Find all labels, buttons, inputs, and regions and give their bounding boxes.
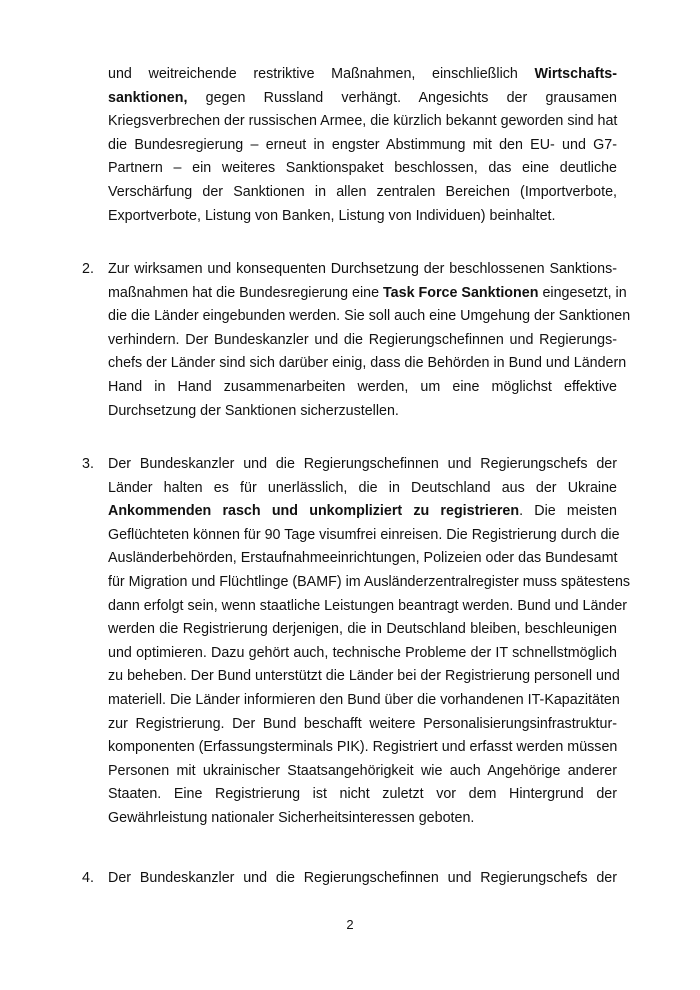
text-line: für Migration und Flüchtlinge (BAMF) im Ausländerzentralregister muss spätestens: [108, 573, 631, 590]
text-line: zu beheben. Der Bund unterstützt die Länder bei der Registrierung personell und: [108, 668, 620, 685]
text-line: und weitreichende restriktive Maßnahmen, einschließlich Wirtschafts-: [108, 66, 617, 82]
text-line: Hand in Hand zusammenarbeiten werden, um eine möglichst effektive: [108, 378, 617, 395]
paragraph-4: [108, 867, 617, 891]
paragraph-3: [108, 453, 631, 831]
list-number-4: 4.: [82, 870, 94, 886]
text-line: Exportverbote, Listung von Banken, Listung von Individuen) beinhaltet.: [108, 207, 556, 224]
text-line: sanktionen, gegen Russland verhängt. Angesichts der grausamen: [108, 89, 617, 106]
list-number-3: 3.: [82, 456, 94, 472]
text-line: komponenten (Erfassungsterminals PIK). Registriert und erfasst werden müssen: [108, 739, 618, 756]
text-line: Der Bundeskanzler und die Regierungschefinnen und Regierungschefs der: [108, 870, 617, 886]
text-line: Ausländerbehörden, Erstaufnahmeeinrichtungen, Polizeien oder das Bundesamt: [108, 550, 618, 567]
text-line: Personen mit ukrainischer Staatsangehörigkeit wie auch Angehörige anderer: [108, 762, 617, 779]
paragraph-2: [108, 258, 631, 423]
text-line: Partnern – ein weiteres Sanktionspaket beschlossen, das eine deutliche: [108, 160, 617, 177]
page-number: 2: [346, 917, 354, 932]
text-line: Ankommenden rasch und unkompliziert zu registrieren. Die meisten: [108, 503, 617, 520]
text-line: werden die Registrierung derjenigen, die in Deutschland bleiben, beschleunigen: [108, 621, 617, 638]
text-line: die die Länder eingebunden werden. Sie soll auch eine Umgehung der Sanktionen: [108, 308, 631, 325]
text-line: Länder halten es für unerlässlich, die in Deutschland aus der Ukraine: [108, 479, 617, 496]
text-line: maßnahmen hat die Bundesregierung eine Task Force Sanktionen eingesetzt, in: [108, 284, 627, 301]
text-line: Durchsetzung der Sanktionen sicherzustellen.: [108, 402, 399, 419]
text-line: Gewährleistung nationaler Sicherheitsinteressen geboten.: [108, 809, 475, 826]
text-line: verhindern. Der Bundeskanzler und die Regierungschefinnen und Regierungs-: [108, 331, 617, 348]
text-line: chefs der Länder sind sich darüber einig, dass die Behörden in Bund und Ländern: [108, 355, 627, 372]
text-line: materiell. Die Länder informieren den Bund über die vorhandenen IT-Kapazitäten: [108, 691, 620, 708]
text-line: Der Bundeskanzler und die Regierungschefinnen und Regierungschefs der: [108, 456, 617, 472]
paragraph-1: [108, 63, 617, 228]
list-number-2: 2.: [82, 261, 94, 277]
text-line: Verschärfung der Sanktionen in allen zentralen Bereichen (Importverbote,: [108, 183, 617, 200]
text-line: Zur wirksamen und konsequenten Durchsetzung der beschlossenen Sanktions-: [108, 261, 617, 277]
text-line: Kriegsverbrechen der russischen Armee, die kürzlich bekannt geworden sind hat: [108, 113, 618, 130]
text-line: zur Registrierung. Der Bund beschafft weitere Personalisierungsinfrastruktur-: [108, 715, 617, 732]
text-line: dann erfolgt sein, wenn staatliche Leistungen beantragt werden. Bund und Länder: [108, 597, 628, 614]
text-line: und optimieren. Dazu gehört auch, technische Probleme der IT schnellstmöglich: [108, 644, 617, 661]
text-line: Geflüchteten können für 90 Tage visumfrei einreisen. Die Registrierung durch die: [108, 526, 620, 543]
text-line: die Bundesregierung – erneut in engster Abstimmung mit den EU- und G7-: [108, 136, 617, 153]
text-line: Staaten. Eine Registrierung ist nicht zuletzt vor dem Hintergrund der: [108, 786, 617, 803]
